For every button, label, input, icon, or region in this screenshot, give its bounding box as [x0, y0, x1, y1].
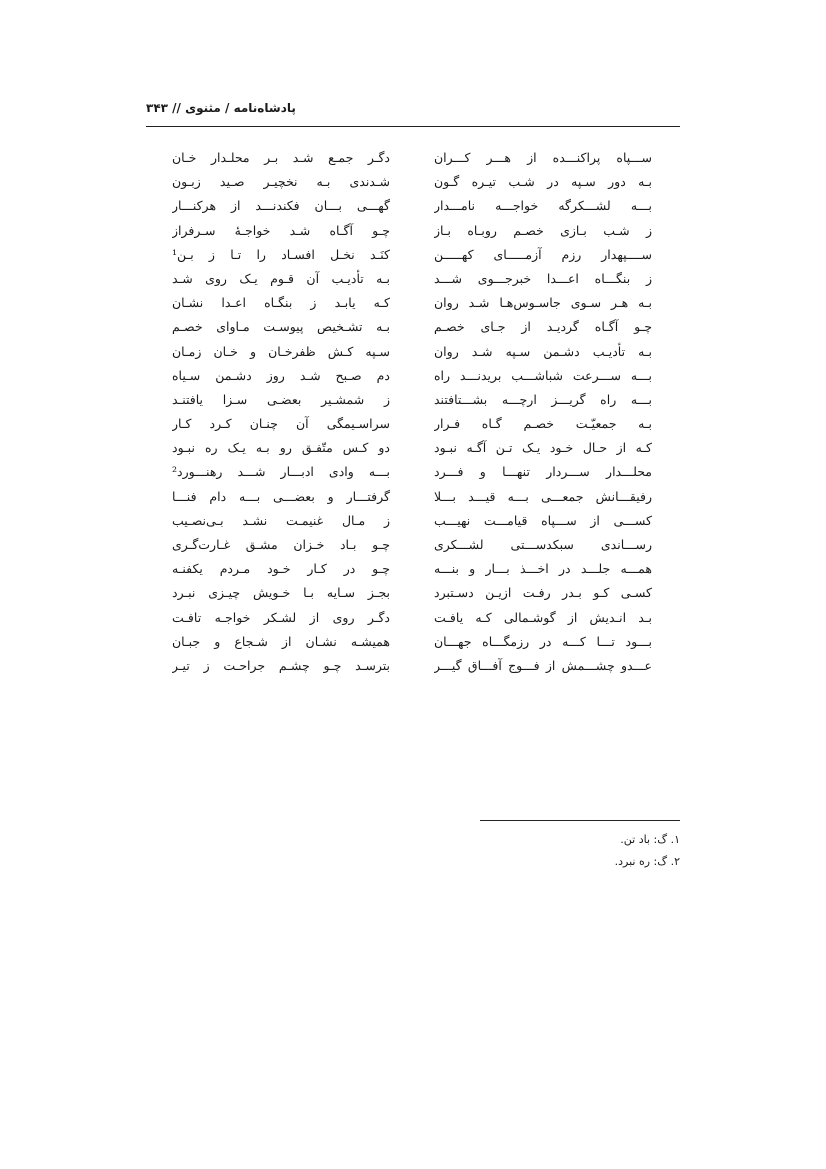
second-hemistich: بـه تأدیـب آن قـوم یـک روی شـد — [172, 270, 390, 286]
first-hemistich: کسـی کـو بـدر رفـت ازیـن دسـتبرد — [434, 585, 652, 601]
couplet — [172, 267, 652, 291]
first-hemistich: بـــه ســـرعت شباشـــب بریدنـــد راه — [434, 367, 652, 383]
first-hemistich: کســـی از ســـپاه قیامـــت نهیـــب — [434, 512, 652, 528]
first-hemistich: بـــود تـــا کـــه در رزمگـــاه جهـــان — [434, 633, 652, 649]
couplet — [172, 557, 652, 581]
couplet — [172, 581, 652, 605]
second-hemistich: دگـر جمـع شـد بـر محلـدار خـان — [172, 150, 390, 165]
second-hemistich: بـــه وادی ادبـــار شـــد رهنـــورد² — [172, 464, 390, 480]
second-hemistich: بجـز سـایه بـا خـویش چیـزی نبـرد — [172, 585, 390, 601]
first-hemistich: عـــدو چشـــمش از فـــوج آفـــاق گیـــر — [434, 657, 652, 673]
second-hemistich: بـه تشـخیص پیوسـت مـاوای خصـم — [172, 319, 390, 335]
first-hemistich: ز شـب بـازی خصـم روبـاه بـاز — [434, 222, 652, 238]
couplet — [172, 170, 652, 194]
footnote-rule — [480, 820, 680, 821]
couplet — [172, 315, 652, 339]
couplet — [172, 146, 652, 170]
first-hemistich: ســــپهدار رزم آزمـــــای کهـــــن — [434, 246, 652, 262]
footnote: ١. گ: باد تن. — [620, 833, 680, 846]
first-hemistich: همـــه جلـــد در اخـــذ بـــار و بنـــه — [434, 561, 652, 577]
second-hemistich: بترسـد چـو چشـم جراحـت ز تیـر — [172, 657, 390, 673]
page-header — [146, 101, 680, 125]
footnotes — [430, 829, 680, 873]
first-hemistich: بـــه راه گریـــز ارچـــه بشـــتافتند — [434, 391, 652, 407]
first-hemistich: رســـاندی سبکدســـتی لشـــکری — [434, 537, 652, 552]
couplet — [172, 436, 652, 460]
second-hemistich: دم صـبح شـد روز دشـمن سـیاه — [172, 367, 390, 383]
first-hemistich: بـه جمعیّـت خصـم گـاه فـرار — [434, 416, 652, 432]
second-hemistich: گهـــی بـــان فکندنـــد از هرکنـــار — [172, 198, 390, 214]
second-hemistich: همیشـه نشـان از شـجاع و جبـان — [172, 633, 390, 649]
second-hemistich: دو کـس متّفـق رو بـه یـک ره نبـود — [172, 440, 390, 456]
first-hemistich: بـــه لشـــکرگه خواجـــه نامـــدار — [434, 198, 652, 214]
first-hemistich: ســـپاه پراکنـــده از هـــر کـــران — [434, 150, 652, 165]
couplet — [172, 606, 652, 630]
couplet — [172, 194, 652, 218]
couplet — [172, 485, 652, 509]
couplet — [172, 388, 652, 412]
first-hemistich: چـو آگـاه گردیـد از جـای خصـم — [434, 319, 652, 335]
couplet — [172, 412, 652, 436]
couplet — [172, 630, 652, 654]
second-hemistich: چـو در کـار خـود مـردم یکفنـه — [172, 561, 390, 577]
first-hemistich: بـه دور سـپه در شـب تیـره گـون — [434, 174, 652, 190]
couplet — [172, 533, 652, 557]
couplet — [172, 219, 652, 243]
first-hemistich: بـه تأدیـب دشـمن سـپه شـد روان — [434, 343, 652, 359]
footnote: ٢. گ: ره نبرد. — [614, 855, 680, 868]
second-hemistich: سراسـیمگی آن چنـان کـرد کـار — [172, 416, 390, 432]
first-hemistich: بـد انـدیش از گوشـمالی کـه یافـت — [434, 609, 652, 625]
couplet — [172, 340, 652, 364]
second-hemistich: چـو بـاد خـزان مشـق غـارت‌گـری — [172, 537, 390, 552]
second-hemistich: چـو آگـاه شـد خواجـهٔ سـرفراز — [172, 222, 390, 238]
second-hemistich: گرفتـــار و بعضـــی بـــه دام فنـــا — [172, 488, 390, 504]
second-hemistich: سـپه کـش ظفرخـان و خـان زمـان — [172, 343, 390, 359]
second-hemistich: ز شمشـیر بعضـی سـزا یافتنـد — [172, 391, 390, 407]
first-hemistich: محلـــدار ســـردار تنهـــا و فـــرد — [434, 464, 652, 480]
second-hemistich: کنَـد نخـل افسـاد را تـا ز بـن¹ — [172, 246, 390, 262]
running-head: پادشاه‌نامه / مثنوی // ۳۴۳ — [146, 101, 296, 115]
couplet — [172, 364, 652, 388]
first-hemistich: ز بنگـــاه اعـــدا خبرجـــوی شـــد — [434, 270, 652, 286]
first-hemistich: کـه از حـال خـود یـک تـن آگـه نبـود — [434, 440, 652, 456]
poem-body — [172, 146, 652, 678]
second-hemistich: کـه یابـد ز بنگـاه اعـدا نشـان — [172, 295, 390, 311]
couplet — [172, 460, 652, 484]
couplet — [172, 291, 652, 315]
couplet — [172, 509, 652, 533]
couplet — [172, 243, 652, 267]
first-hemistich: بـه هـر سـوی جاسـوس‌هـا شـد روان — [434, 295, 652, 311]
first-hemistich: رفیقـــانش جمعـــی بـــه قیـــد بـــلا — [434, 488, 652, 504]
second-hemistich: شـدندی بـه نخچیـر صـید زبـون — [172, 174, 390, 190]
second-hemistich: دگـر روی از لشـکر خواجـه تافـت — [172, 609, 390, 625]
second-hemistich: ز مـال غنیمـت نشـد بـی‌نصـیب — [172, 512, 390, 528]
couplet — [172, 654, 652, 678]
header-rule — [146, 126, 680, 127]
